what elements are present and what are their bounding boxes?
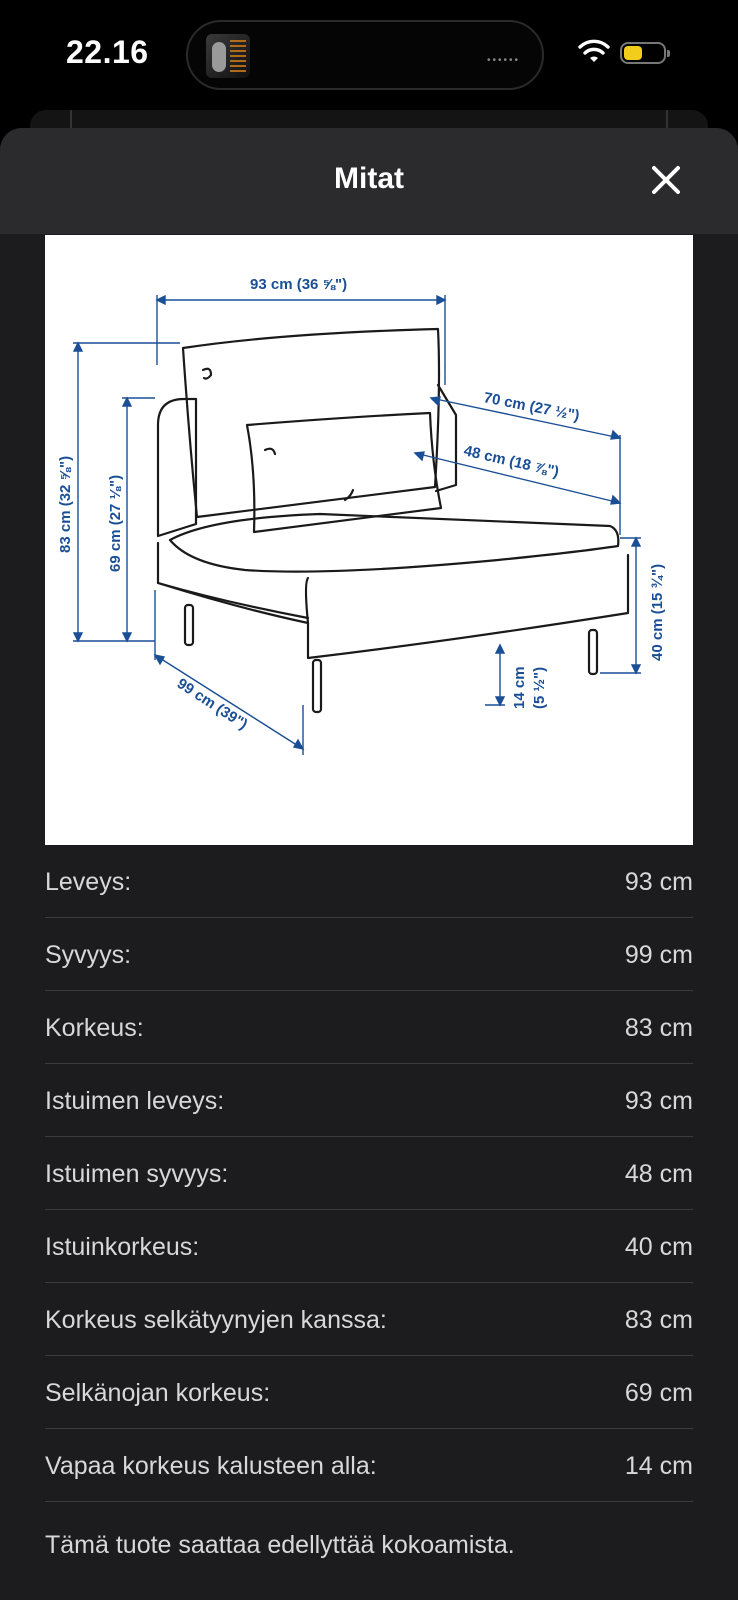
status-bar — [0, 0, 738, 110]
audio-waveform-icon: •••••• — [486, 55, 520, 66]
spec-row — [45, 1210, 693, 1283]
assembly-note: Tämä tuote saattaa edellyttää kokoamista. — [45, 1531, 515, 1559]
spec-label: Syvyys: — [45, 941, 132, 969]
height-dimension-label: 83 cm (32 ⅝") — [57, 455, 74, 553]
now-playing-artwork[interactable] — [206, 34, 250, 78]
close-icon — [644, 158, 688, 202]
spec-label: Istuimen syvyys: — [45, 1160, 229, 1188]
spec-value: 83 cm — [624, 1014, 693, 1042]
spec-value: 99 cm — [624, 941, 693, 969]
spec-value: 93 cm — [624, 868, 693, 896]
spec-row — [45, 1064, 693, 1137]
spec-label: Istuimen leveys: — [45, 1087, 225, 1115]
spec-value: 40 cm — [624, 1233, 693, 1261]
spec-value: 48 cm — [624, 1160, 693, 1188]
spec-row — [45, 1283, 693, 1356]
spec-value: 69 cm — [624, 1379, 693, 1407]
spec-label: Korkeus selkätyynyjen kanssa: — [45, 1306, 387, 1334]
dynamic-island[interactable] — [186, 20, 544, 90]
spec-label: Selkänojan korkeus: — [45, 1379, 271, 1407]
sofa-drawing — [45, 235, 693, 845]
spec-row — [45, 1429, 693, 1502]
battery-icon — [620, 42, 666, 64]
spec-row — [45, 918, 693, 991]
depth-dimension-label: 99 cm (39") — [173, 675, 251, 734]
spec-label: Leveys: — [45, 868, 132, 896]
wifi-icon — [578, 38, 610, 64]
spec-row — [45, 1356, 693, 1429]
dimension-spec-list — [45, 845, 693, 1502]
spec-row — [45, 991, 693, 1064]
seat-height-dimension-label: 40 cm (15 ¾") — [649, 563, 666, 661]
spec-value: 93 cm — [624, 1087, 693, 1115]
spec-label: Korkeus: — [45, 1014, 144, 1042]
dimensions-modal — [0, 128, 738, 1600]
back-height-dimension-label: 69 cm (27 ⅛") — [107, 474, 124, 572]
spec-label: Vapaa korkeus kalusteen alla: — [45, 1452, 377, 1480]
clock: 22.16 — [66, 34, 149, 70]
spec-label: Istuinkorkeus: — [45, 1233, 200, 1261]
modal-title: Mitat — [334, 162, 404, 195]
spec-row — [45, 1137, 693, 1210]
dimension-diagram — [45, 235, 693, 845]
seat-depth-dimension-label: 48 cm (18 ⅞") — [462, 442, 561, 481]
clearance-cm-label: 14 cm — [511, 666, 528, 709]
close-button[interactable] — [644, 158, 688, 202]
spec-row — [45, 845, 693, 918]
spec-value: 14 cm — [624, 1452, 693, 1480]
depth-top-dimension-label: 70 cm (27 ½") — [482, 389, 581, 425]
clearance-inch-label: (5 ½") — [531, 666, 548, 709]
modal-header — [0, 128, 738, 234]
width-dimension-label: 93 cm (36 ⅝") — [250, 276, 348, 293]
spec-value: 83 cm — [624, 1306, 693, 1334]
